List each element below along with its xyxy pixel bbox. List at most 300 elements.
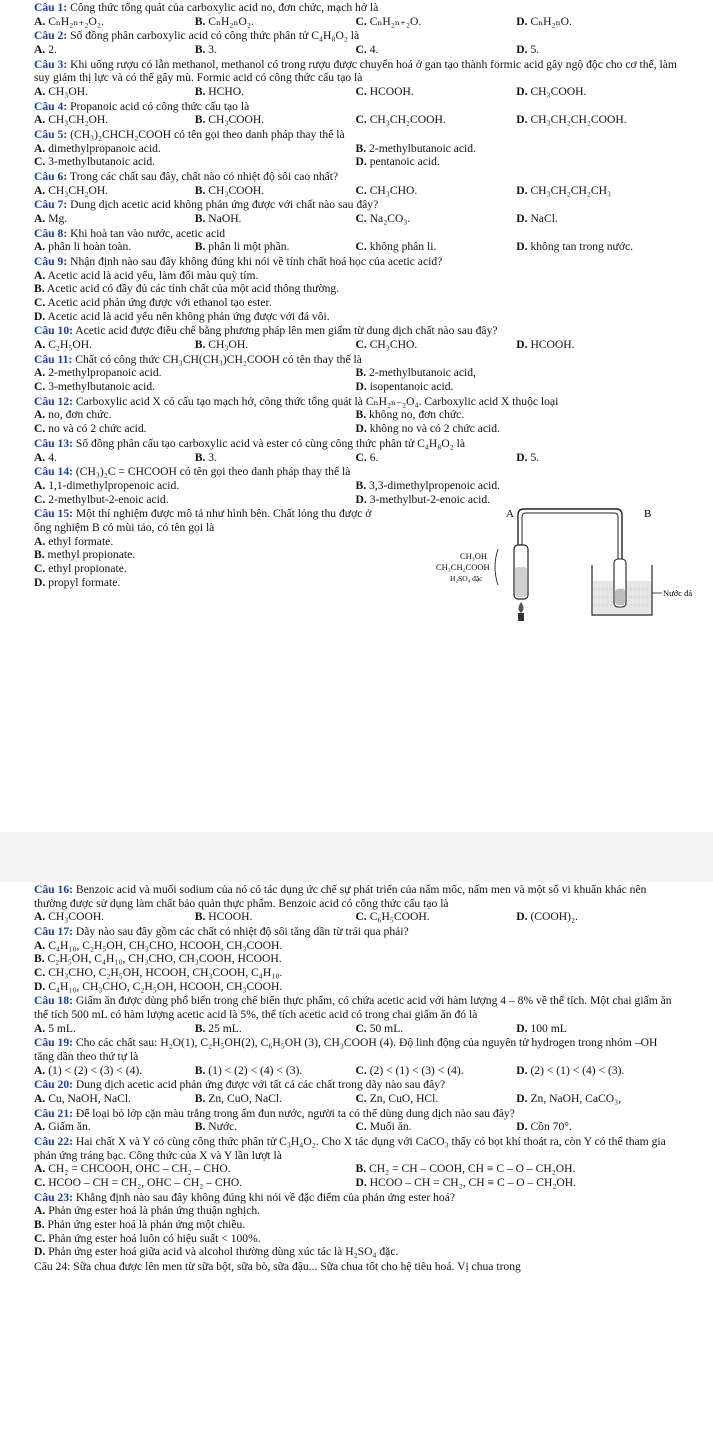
answer-option[interactable] (356, 155, 678, 169)
option-letter: C. (355, 910, 367, 924)
answer-option[interactable] (356, 43, 517, 57)
option-text: C₂H₅OH. (48, 338, 93, 352)
option-text: CₙH₂ₙO. (530, 14, 572, 28)
option-text: Phản ứng ester hoá là phản ứng một chiều. (47, 1218, 246, 1232)
option-letter: A. (34, 450, 46, 464)
option-text: HCOOH. (208, 910, 253, 924)
question-text: Dung dịch acetic acid không phản ứng được với chất nào sau đây? (70, 198, 379, 212)
question-with-diagram (34, 507, 693, 621)
question (34, 170, 677, 197)
option-letter: C. (355, 1063, 367, 1077)
option-text: ethyl formate. (48, 534, 114, 548)
option-letter: A. (34, 14, 46, 28)
answer-option[interactable] (34, 408, 356, 422)
answer-option[interactable] (356, 366, 678, 380)
question-stem (34, 1, 677, 15)
option-letter: C. (34, 380, 46, 394)
option-letter: A. (34, 113, 46, 127)
option-letter: D. (516, 240, 528, 254)
answer-option[interactable] (356, 1092, 517, 1106)
answer-option[interactable] (34, 1204, 677, 1218)
question-number: Câu 3: (34, 57, 68, 71)
option-text: 5. (530, 450, 540, 464)
option-letter: C. (355, 1021, 367, 1035)
question-stem (34, 507, 384, 534)
option-text: CH₃CH₂CH₂COOH. (530, 113, 627, 127)
option-text: CH₃CH₂CH₂CH₃ (530, 183, 612, 197)
question-number: Câu 7: (34, 198, 68, 212)
question-number: Câu 23: (34, 1190, 73, 1204)
option-text: CH₂ = CHCOOH, OHC – CH₂ – CHO. (48, 1162, 231, 1176)
option-letter: A. (34, 1204, 46, 1218)
option-text: pentanoic acid. (369, 155, 440, 169)
option-letter: D. (34, 1245, 46, 1259)
question-number: Câu 19: (34, 1036, 73, 1050)
option-letter: A. (34, 1120, 46, 1134)
option-text: propyl formate. (48, 575, 121, 589)
answer-option[interactable] (356, 380, 678, 394)
question (34, 1, 677, 28)
answer-option[interactable] (516, 1022, 677, 1036)
option-letter: A. (34, 141, 46, 155)
option-text: 2-methylpropanoic acid. (48, 366, 162, 380)
option-letter: C. (355, 338, 367, 352)
option-letter: A. (34, 408, 46, 422)
answer-option[interactable] (34, 966, 677, 980)
option-letter: C. (34, 1231, 46, 1245)
option-text: isopentanoic acid. (369, 380, 454, 394)
option-letter: B. (355, 366, 367, 380)
answer-option[interactable] (34, 269, 677, 283)
option-text: ethyl propionate. (48, 561, 127, 575)
option-letter: A. (34, 212, 46, 226)
option-letter: A. (34, 240, 46, 254)
option-text: 3,3-dimethylpropenoic acid. (369, 478, 501, 492)
answer-options (34, 408, 677, 435)
question (34, 1135, 677, 1190)
answer-option[interactable] (195, 85, 356, 99)
question-number: Câu 12: (34, 394, 73, 408)
answer-option[interactable] (34, 939, 677, 953)
option-text: Zn, CuO, NaCl. (208, 1092, 283, 1106)
answer-option[interactable] (356, 451, 517, 465)
answer-option[interactable] (516, 43, 677, 57)
worksheet-page-2 (0, 882, 713, 1456)
option-letter: D. (355, 492, 367, 506)
answer-option[interactable] (34, 142, 356, 156)
answer-options (34, 212, 677, 226)
question-text: Giấm ăn được dùng phổ biến trong chế biến thực phẩm, có chứa acetic acid với hàm lượng 4 – 8% về thể tích. Một chai giấm ăn thể tích 500 mL có hàm lượng acetic acid là 5%, thể tích acetic acid có trong chai giấm ăn đó là (34, 994, 672, 1022)
option-text: 3-methylbutanoic acid. (48, 155, 156, 169)
answer-option[interactable] (34, 1022, 195, 1036)
answer-option[interactable] (195, 1064, 356, 1078)
option-letter: D. (34, 575, 46, 589)
option-text: methyl propionate. (47, 548, 136, 562)
option-letter: B. (194, 183, 206, 197)
option-letter: C. (355, 212, 367, 226)
answer-option[interactable] (516, 338, 677, 352)
question (34, 925, 677, 993)
option-letter: A. (34, 366, 46, 380)
question-stem (34, 353, 677, 367)
option-text: CH₃CH₂OH. (48, 183, 109, 197)
answer-option[interactable] (34, 1232, 677, 1246)
answer-option[interactable] (356, 1064, 517, 1078)
answer-option[interactable] (34, 1092, 195, 1106)
question-number: Câu 20: (34, 1078, 73, 1092)
answer-option[interactable] (34, 310, 677, 324)
answer-option[interactable] (34, 1120, 195, 1134)
option-text: Giấm ăn. (48, 1120, 91, 1134)
answer-options (34, 338, 677, 352)
answer-options (34, 15, 677, 29)
option-text: CH₃COOH. (208, 113, 265, 127)
option-letter: D. (516, 1063, 528, 1077)
answer-options (34, 939, 677, 994)
question-number: Câu 4: (34, 99, 68, 113)
option-text: Acetic acid là acid yếu nên không phản ứng được với đá vôi. (47, 309, 330, 323)
option-text: Mg. (48, 212, 68, 226)
answer-options (34, 1204, 677, 1259)
answer-option[interactable] (356, 1162, 678, 1176)
option-letter: B. (355, 408, 367, 422)
question-text: Khẳng định nào sau đây không đúng khi nói về đặc điểm của phản ứng ester hoá? (75, 1190, 456, 1204)
question-text: Benzoic acid và muối sodium của nó có tác dụng ức chế sự phát triển của nấm mốc, nấm men và một số vi khuẩn khác nên thường được sử dụng làm chất bảo quản thực phẩm. Benzoic acid có công thức cấu tạo là (34, 883, 647, 910)
answer-option[interactable] (34, 85, 195, 99)
answer-option[interactable] (356, 212, 517, 226)
option-text: no, đơn chức. (48, 408, 112, 422)
answer-option[interactable] (34, 184, 195, 198)
option-letter: C. (355, 14, 367, 28)
burner-icon (518, 613, 524, 621)
answer-option[interactable] (356, 184, 517, 198)
answer-option[interactable] (516, 1120, 677, 1134)
answer-option[interactable] (34, 1218, 677, 1232)
option-text: C₄H₁₀, C₂H₅OH, CH₃CHO, HCOOH, CH₃COOH. (48, 938, 283, 952)
option-letter: B. (194, 14, 206, 28)
option-letter: C. (34, 422, 46, 436)
option-letter: D. (516, 1092, 528, 1106)
option-letter: B. (194, 85, 206, 99)
option-text: 1,1-dimethylpropenoic acid. (48, 478, 180, 492)
answer-option[interactable] (195, 1092, 356, 1106)
answer-option[interactable] (34, 980, 677, 994)
option-text: (1) < (2) < (3) < (4). (48, 1063, 143, 1077)
answer-option[interactable] (34, 155, 356, 169)
bracket-icon (495, 549, 498, 585)
option-text: CₙH₂ₙ₊₂O₂. (48, 14, 104, 28)
option-text: 3. (208, 450, 217, 464)
answer-option[interactable] (516, 1092, 677, 1106)
option-letter: C. (34, 561, 46, 575)
option-text: no và có 2 chức acid. (48, 422, 147, 436)
question-stem (34, 1036, 677, 1063)
question (34, 227, 677, 254)
option-letter: B. (194, 240, 206, 254)
question-stem (34, 1078, 677, 1092)
answer-option[interactable] (195, 240, 356, 254)
question-number: Câu 13: (34, 436, 73, 450)
question-text: Để loại bỏ lớp cặn màu trắng trong ấm đun nước, người ta có thể dùng dung dịch nào sau đây? (75, 1106, 515, 1120)
question-list-page-1 (0, 0, 713, 621)
answer-option[interactable] (356, 113, 517, 127)
answer-option[interactable] (34, 1245, 677, 1259)
answer-option[interactable] (195, 212, 356, 226)
answer-option[interactable] (356, 142, 678, 156)
question-text: (CH₃)₂CHCH₂COOH có tên gọi theo danh pháp thay thế là (70, 128, 345, 142)
answer-options (34, 1064, 677, 1078)
answer-option[interactable] (34, 1176, 356, 1190)
answer-option[interactable] (516, 1064, 677, 1078)
question (34, 1078, 677, 1105)
answer-option[interactable] (34, 535, 384, 549)
answer-options (34, 142, 677, 169)
option-letter: B. (194, 212, 206, 226)
answer-option[interactable] (516, 212, 677, 226)
option-text: CH₃OH. (48, 85, 88, 99)
answer-option[interactable] (34, 952, 677, 966)
answer-options (34, 910, 677, 924)
answer-option[interactable] (34, 910, 195, 924)
option-text: Nước. (208, 1120, 238, 1134)
answer-options (34, 85, 677, 99)
question-stem (34, 58, 677, 85)
question-number: Câu 1: (34, 1, 68, 14)
answer-option[interactable] (356, 1120, 517, 1134)
option-letter: A. (34, 910, 46, 924)
option-letter: C. (34, 296, 46, 310)
answer-option[interactable] (516, 85, 677, 99)
answer-options (34, 113, 677, 127)
answer-option[interactable] (195, 1120, 356, 1134)
answer-option[interactable] (195, 1022, 356, 1036)
answer-option[interactable] (34, 1162, 356, 1176)
option-text: C₂H₅OH, C₄H₁₀, CH₃CHO, CH₃COOH, HCOOH. (47, 952, 282, 966)
option-letter: D. (355, 422, 367, 436)
option-letter: B. (194, 43, 206, 57)
option-letter: B. (194, 910, 206, 924)
answer-option[interactable] (195, 451, 356, 465)
option-text: C₆H₅COOH. (369, 910, 430, 924)
answer-option[interactable] (34, 366, 356, 380)
option-text: 25 mL. (208, 1021, 242, 1035)
option-letter: A. (34, 183, 46, 197)
option-letter: B. (34, 952, 45, 966)
answer-option[interactable] (356, 479, 678, 493)
question-stem (34, 324, 677, 338)
answer-options (34, 240, 677, 254)
option-text: CH₃CH₂COOH. (369, 113, 446, 127)
answer-option[interactable] (356, 15, 517, 29)
question-number: Câu 11: (34, 352, 73, 366)
answer-option[interactable] (34, 548, 384, 562)
answer-option[interactable] (356, 910, 517, 924)
answer-option[interactable] (34, 43, 195, 57)
answer-option[interactable] (356, 1022, 517, 1036)
distillation-apparatus-diagram (406, 505, 706, 623)
answer-options (34, 43, 677, 57)
question-text: Một thí nghiệm được mô tả như hình bên. Chất lỏng thu được ở ống nghiệm B có mùi táo, có tên gọi là (34, 507, 372, 534)
option-letter: C. (355, 113, 367, 127)
option-letter: A. (34, 534, 46, 548)
question (34, 883, 677, 924)
option-text: Zn, NaOH, CaCO₃, (530, 1092, 622, 1106)
option-letter: A. (34, 85, 46, 99)
answer-option[interactable] (356, 338, 517, 352)
option-text: 3. (208, 43, 217, 57)
answer-options (34, 479, 677, 506)
answer-option[interactable] (34, 422, 356, 436)
option-letter: B. (194, 1063, 206, 1077)
answer-option[interactable] (34, 282, 677, 296)
option-text: Acetic acid phản ứng được với ethanol tạo ester. (47, 296, 272, 310)
option-letter: D. (34, 309, 46, 323)
answer-option[interactable] (34, 1064, 195, 1078)
answer-option[interactable] (516, 184, 677, 198)
option-text: (2) < (1) < (3) < (4). (369, 1063, 464, 1077)
option-text: CH₃COOH. (530, 85, 587, 99)
question-stem (34, 227, 677, 241)
option-text: Zn, CuO, HCl. (369, 1092, 439, 1106)
answer-option[interactable] (34, 493, 356, 507)
answer-option[interactable] (34, 113, 195, 127)
option-text: HCOO – CH = CH₂, CH ≡ C – O – CH₂OH. (369, 1176, 577, 1190)
answer-option[interactable] (34, 380, 356, 394)
answer-option[interactable] (34, 296, 677, 310)
question-number: Câu 9: (34, 255, 68, 269)
answer-option[interactable] (516, 113, 677, 127)
answer-option[interactable] (516, 451, 677, 465)
answer-option[interactable] (516, 240, 677, 254)
question (34, 1107, 677, 1134)
question-text: Công thức tổng quát của carboxylic acid no, đơn chức, mạch hở là (70, 1, 379, 14)
option-text: Acetic acid có đầy đủ các tính chất của một acid thông thường. (46, 282, 340, 296)
answer-option[interactable] (356, 408, 678, 422)
question-text: Khi hoà tan vào nước, acetic acid (70, 226, 226, 240)
option-text: CH₃OH. (208, 338, 249, 352)
ice-water-label: Nước đá (663, 588, 693, 599)
answer-option[interactable] (34, 562, 384, 576)
answer-option[interactable] (195, 113, 356, 127)
answer-options (34, 1092, 677, 1106)
option-text: không no và có 2 chức acid. (369, 422, 500, 436)
question (34, 437, 677, 464)
answer-option[interactable] (195, 338, 356, 352)
option-letter: A. (34, 268, 46, 282)
option-text: không tan trong nước. (530, 240, 634, 254)
option-letter: C. (34, 1176, 46, 1190)
option-text: CₙH₂ₙO₂. (208, 14, 254, 28)
answer-option[interactable] (34, 15, 195, 29)
question-text: Số đồng phân cấu tạo carboxylic acid và ester có cùng công thức phân tử C₄H₈O₂ là (75, 436, 466, 450)
option-text: phân li một phần. (208, 240, 290, 254)
answer-options (34, 1162, 677, 1189)
answer-option[interactable] (195, 910, 356, 924)
question (34, 353, 677, 394)
answer-option[interactable] (516, 910, 677, 924)
question-number: Câu 8: (34, 226, 68, 240)
answer-option[interactable] (195, 43, 356, 57)
question-stem (34, 100, 677, 114)
answer-options (34, 269, 677, 324)
question-text: Carboxylic acid X có cấu tạo mạch hở, công thức tổng quát là CₙH₂ₙ₋₂O₄. Carboxylic acid X thuộc loại (75, 394, 559, 408)
option-letter: B. (34, 548, 45, 562)
cut-off-next-question: Câu 24: Sữa chua được lên men từ sữa bột, sữa bò, sữa đậu... Sữa chua tốt cho hệ tiêu hoá. Vị chua trong (34, 1260, 521, 1274)
question-text: Khi uống rượu có lẫn methanol, methanol có trong rượu được chuyển hoá ở gan tạo thành formic acid gây ngộ độc cho cơ thể, làm suy giảm thị lực và có thể gây mù. Formic acid có công thức cấu tạo là (34, 57, 677, 85)
answer-option[interactable] (195, 15, 356, 29)
option-text: 50 mL. (369, 1021, 404, 1035)
option-letter: D. (355, 1176, 367, 1190)
question-number: Câu 18: (34, 994, 73, 1008)
option-text: không no, đơn chức. (369, 408, 465, 422)
answer-option[interactable] (34, 240, 195, 254)
page-break (0, 832, 713, 882)
option-letter: C. (355, 1092, 367, 1106)
answer-options (34, 1022, 677, 1036)
option-letter: D. (516, 910, 528, 924)
tube-b-label: B (644, 508, 652, 521)
option-letter: B. (194, 338, 206, 352)
option-letter: B. (355, 478, 367, 492)
option-letter: A. (34, 1021, 46, 1035)
answer-option[interactable] (356, 1176, 678, 1190)
option-letter: D. (516, 113, 528, 127)
answer-option[interactable] (356, 493, 678, 507)
answer-option[interactable] (356, 85, 517, 99)
question-stem (34, 395, 677, 409)
question (34, 324, 677, 351)
option-text: dimethylpropanoic acid. (48, 141, 161, 155)
option-letter: C. (355, 183, 367, 197)
option-text: 5 mL. (48, 1021, 76, 1035)
question-stem (34, 29, 677, 43)
question (34, 29, 677, 56)
option-text: Cồn 70°. (530, 1120, 572, 1134)
option-text: 2-methylbutanoic acid. (369, 141, 476, 155)
option-text: CₙH₂ₙ₊₂O. (369, 14, 422, 28)
answer-option[interactable] (34, 479, 356, 493)
option-letter: D. (516, 85, 528, 99)
option-letter: D. (516, 212, 528, 226)
answer-options (34, 184, 677, 198)
question-text: Trong các chất sau đây, chất nào có nhiệt độ sôi cao nhất? (69, 170, 339, 184)
answer-option[interactable] (34, 576, 384, 590)
question-number: Câu 17: (34, 925, 73, 939)
question-number: Câu 15: (34, 507, 73, 521)
option-text: Cu, NaOH, NaCl. (48, 1092, 131, 1106)
option-letter: D. (516, 1021, 528, 1035)
answer-option[interactable] (516, 15, 677, 29)
question-stem (34, 170, 677, 184)
answer-option[interactable] (34, 212, 195, 226)
option-text: CH₃CHO. (369, 338, 418, 352)
answer-option[interactable] (356, 422, 678, 436)
answer-option[interactable] (34, 451, 195, 465)
option-letter: A. (34, 1092, 46, 1106)
option-text: HCHO. (208, 85, 245, 99)
option-text: 3-methylbutanoic acid. (48, 380, 156, 394)
answer-option[interactable] (34, 338, 195, 352)
question-stem (34, 1191, 677, 1205)
option-text: Phản ứng ester hoá giữa acid và alcohol thường dùng xúc tác là H₂SO₄ đặc. (48, 1245, 399, 1259)
option-letter: C. (355, 43, 367, 57)
question-list-page-2 (0, 882, 713, 1274)
question (34, 994, 677, 1035)
answer-option[interactable] (195, 184, 356, 198)
answer-option[interactable] (356, 240, 517, 254)
question (34, 395, 677, 436)
option-text: 4. (369, 43, 379, 57)
